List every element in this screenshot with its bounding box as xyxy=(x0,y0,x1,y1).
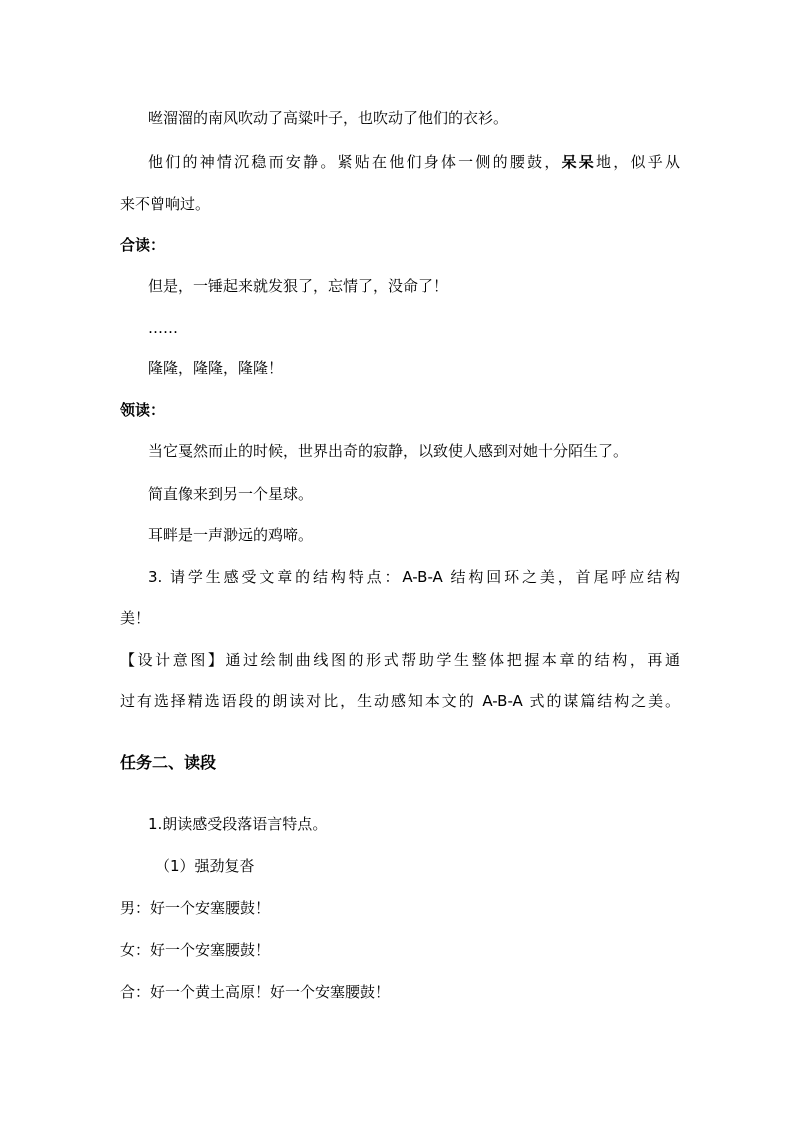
paragraph-calm-expression-text: 他们的神情沉稳而安静。紧贴在他们身体一侧的腰鼓， xyxy=(148,153,562,171)
dialogue-male: 男：好一个安塞腰鼓！ xyxy=(120,899,271,917)
paragraph-rooster: 耳畔是一声渺远的鸡啼。 xyxy=(148,526,314,544)
heading-heduo: 合读： xyxy=(120,236,166,254)
paragraph-design-intent: 【设计意图】通过绘制曲线图的形式帮助学生整体把握本章的结构，再通 xyxy=(120,651,680,669)
paragraph-sudden-stop: 当它戛然而止的时候，世界出奇的寂静，以致使人感到对她十分陌生了。 xyxy=(148,442,629,460)
paragraph-south-wind: 咝溜溜的南风吹动了高粱叶子，也吹动了他们的衣衫。 xyxy=(148,109,509,127)
paragraph-reading-feel: 1.朗读感受段落语言特点。 xyxy=(148,815,328,833)
paragraph-another-planet: 简直像来到另一个星球。 xyxy=(148,485,314,503)
heading-task-two: 任务二、读段 xyxy=(120,753,217,772)
paragraph-repetition: （1）强劲复沓 xyxy=(155,857,255,875)
paragraph-design-intent-cont: 过有选择精选语段的朗读对比，生动感知本文的 A-B-A 式的谋篇结构之美。 xyxy=(120,692,680,710)
paragraph-structure: 3. 请学生感受文章的结构特点：A-B-A 结构回环之美，首尾呼应结构 xyxy=(148,568,680,586)
paragraph-calm-expression-cont: 来不曾响过。 xyxy=(120,195,211,213)
dialogue-female: 女：好一个安塞腰鼓！ xyxy=(120,941,271,959)
heading-lingdu: 领读： xyxy=(120,401,166,419)
emphasis-daidai: 呆呆 xyxy=(561,153,597,171)
paragraph-hammer: 但是，一锤起来就发狠了，忘情了，没命了！ xyxy=(148,277,449,295)
paragraph-ellipsis: …… xyxy=(148,319,178,337)
paragraph-structure-cont: 美！ xyxy=(120,609,151,627)
paragraph-longlong: 隆隆，隆隆，隆隆！ xyxy=(148,359,284,377)
dialogue-together: 合：好一个黄土高原！好一个安塞腰鼓！ xyxy=(120,983,391,1001)
paragraph-calm-expression-tail: 地，似乎从 xyxy=(596,153,680,171)
paragraph-calm-expression xyxy=(148,152,680,172)
